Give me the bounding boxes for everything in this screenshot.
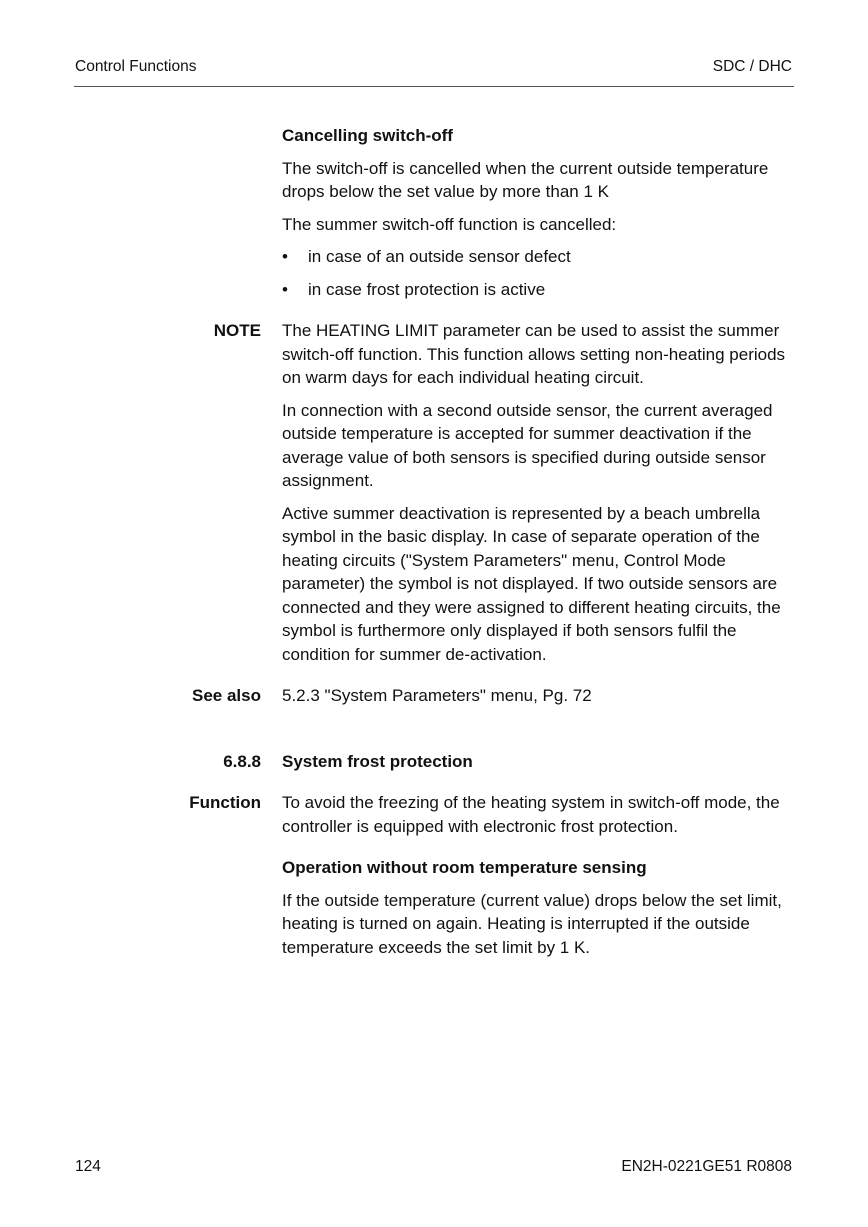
operation-heading-row — [0, 856, 868, 880]
note-paragraph-3-row — [0, 502, 868, 667]
note-paragraph-1: The HEATING LIMIT parameter can be used to assist the summer switch-off function. This function allows setting non-heating periods on warm days for each individual heating circuit. — [282, 321, 786, 387]
operation-paragraph-row — [0, 889, 868, 960]
note-label: NOTE — [213, 321, 261, 340]
list-item — [0, 245, 868, 269]
note-row — [0, 319, 868, 390]
summer-cancelled-paragraph: The summer switch-off function is cancelled: — [282, 214, 617, 234]
list-item-text: in case of an outside sensor defect — [308, 247, 571, 266]
section-number: 6.8.8 — [223, 751, 261, 771]
bullet-icon: • — [282, 247, 288, 266]
document-id: EN2H-0221GE51 R0808 — [621, 1158, 792, 1175]
list-item-text: in case frost protection is active — [308, 279, 546, 299]
function-paragraph: To avoid the freezing of the heating system in switch-off mode, the controller is equipped with electronic frost protection. — [282, 793, 780, 836]
function-row — [0, 791, 868, 838]
section-heading: System frost protection — [282, 751, 473, 771]
note-paragraph-3: Active summer deactivation is represented by a beach umbrella symbol in the basic display. In case of separate operation of the heating circuits ("System Parameters" menu, Control Mode parameter) the symbol is not displayed. If two outside sensors are connected and they were assigned to different heating circuits, the symbol is furthermore only displayed if both sensors fulfil the condition for summer de-activation. — [282, 503, 781, 664]
see-also-row — [0, 684, 868, 708]
summer-cancelled-row — [0, 213, 868, 237]
function-label: Function — [189, 793, 261, 812]
see-also-label: See also — [192, 686, 261, 705]
page-header — [74, 56, 794, 87]
bullet-icon: • — [282, 279, 288, 299]
cancelling-heading: Cancelling switch-off — [282, 126, 453, 145]
note-paragraph-2: In connection with a second outside sensor, the current averaged outside temperature is accepted for summer deactivation if the average value of both sensors is specified during outside sensor assignment. — [282, 400, 773, 490]
operation-paragraph: If the outside temperature (current value) drops below the set limit, heating is turned on again. Heating is interrupted if the outside temperature exceeds the set limit by 1 K. — [282, 890, 782, 957]
page-number: 124 — [75, 1158, 101, 1175]
list-item — [0, 278, 868, 302]
cancelling-paragraph-row — [0, 157, 868, 204]
cancelling-paragraph: The switch-off is cancelled when the current outside temperature drops below the set value by more than 1 K — [282, 158, 769, 201]
see-also-reference: 5.2.3 "System Parameters" menu, Pg. 72 — [282, 686, 592, 705]
cancelling-heading-row — [0, 124, 868, 148]
header-product-name: SDC / DHC — [712, 58, 792, 75]
operation-heading: Operation without room temperature sensing — [282, 858, 647, 877]
section-heading-row — [0, 750, 868, 774]
header-section-title: Control Functions — [75, 58, 197, 75]
page-content — [0, 124, 868, 959]
note-paragraph-2-row — [0, 399, 868, 493]
